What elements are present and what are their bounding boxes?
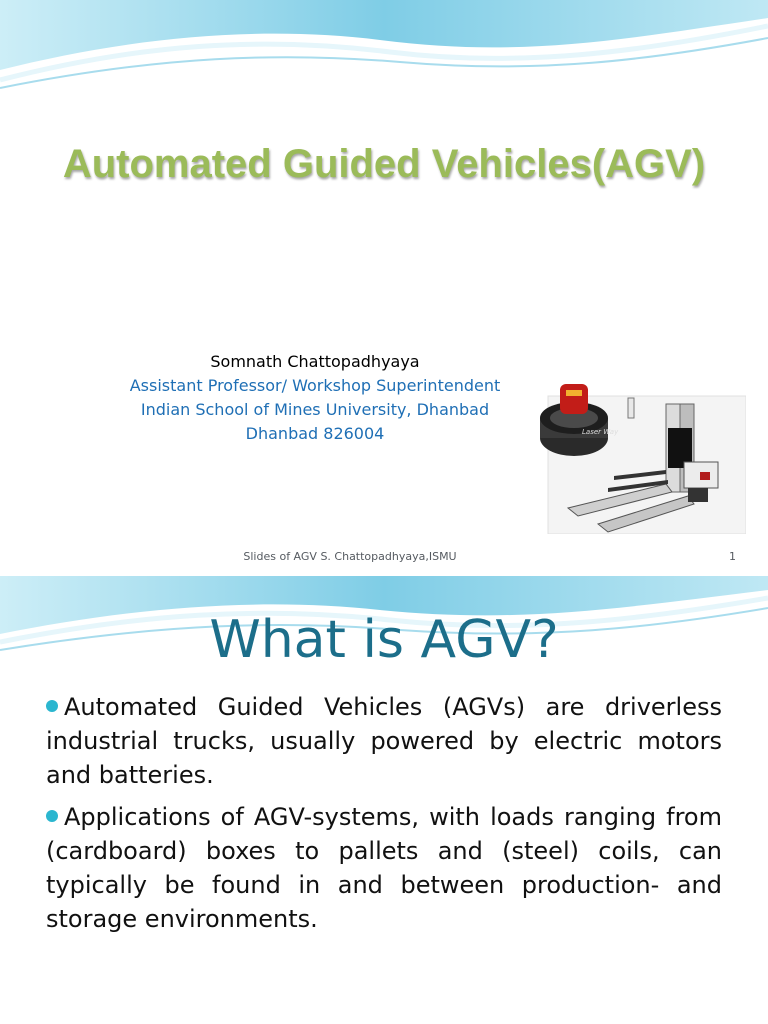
agv-photo [538,376,746,534]
author-position: Assistant Professor/ Workshop Superintendent [129,376,501,395]
author-name: Somnath Chattopadhyaya [210,352,420,371]
wave-header-decoration [0,0,768,110]
photo-logo-text: Laser Way [582,428,619,436]
bullet-item [46,800,722,936]
slide-footer: Slides of AGV S. Chattopadhyaya,ISMU [243,550,457,563]
bullet-text: Applications of AGV-systems, with loads ranging from (cardboard) boxes to pallets and (steel) coils, can typically be found in and between production- and storage environments. [46,803,722,933]
bullet-item [46,690,722,792]
page-number: 1 [729,550,736,563]
slide-title: What is AGV? [209,610,559,670]
bullet-dot-icon [46,810,58,822]
slide-2 [0,576,768,1024]
author-address: Dhanbad 826004 [245,424,385,443]
bullet-dot-icon [46,700,58,712]
slide-title: Automated Guided Vehicles(AGV) [62,142,706,186]
bullet-text: Automated Guided Vehicles (AGVs) are driverless industrial trucks, usually powered by electric motors and batteries. [46,693,722,789]
author-institution: Indian School of Mines University, Dhanbad [140,400,490,419]
